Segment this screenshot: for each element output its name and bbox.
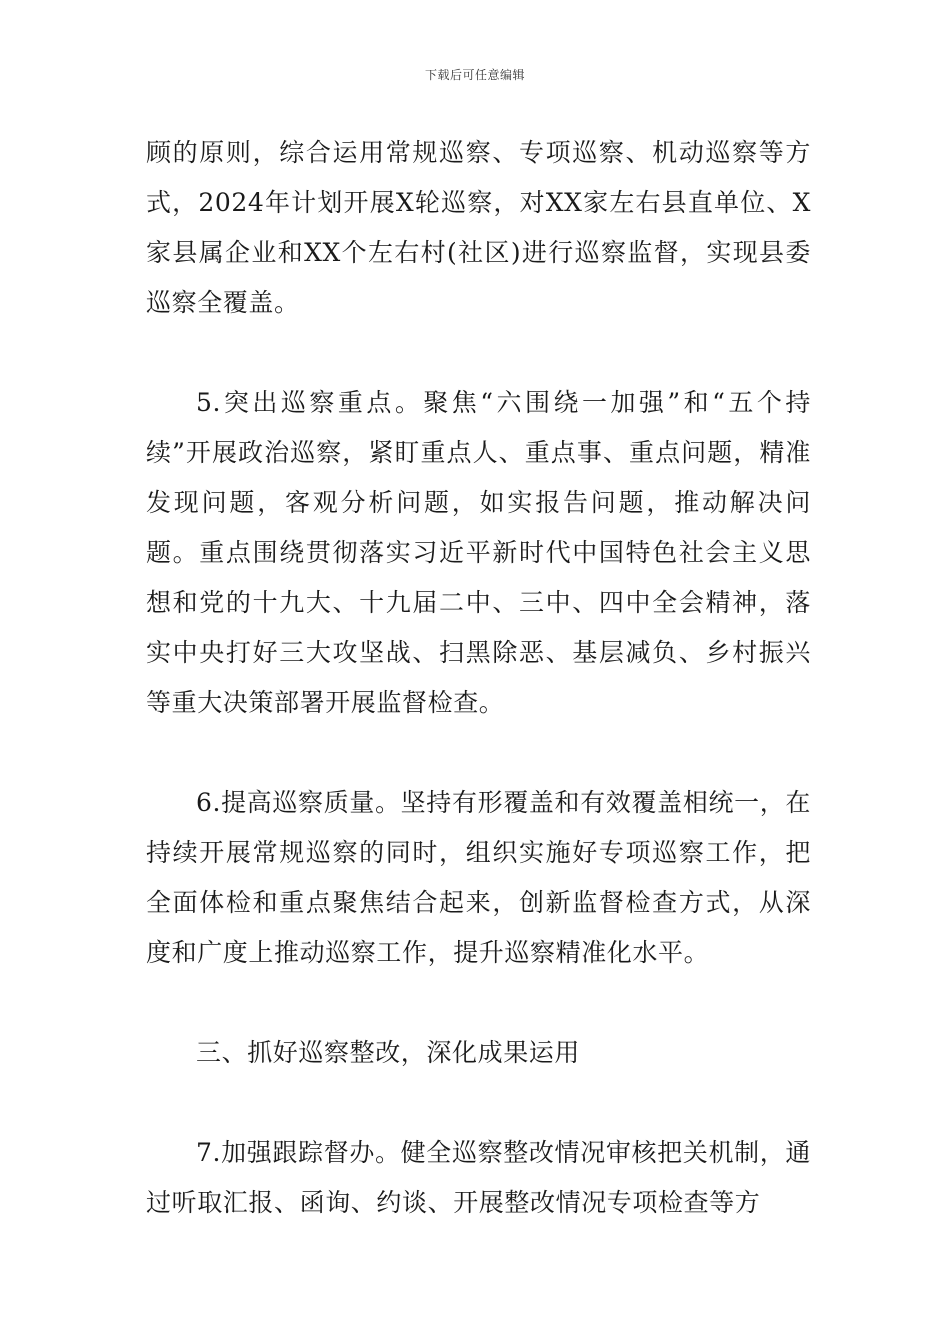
paragraph-gap [146,328,811,378]
paragraph-gap [146,1078,811,1128]
paragraph-item-7: 7.加强跟踪督办。健全巡察整改情况审核把关机制，通过听取汇报、函询、约谈、开展整改情况专项检查等方 [146,1138,811,1217]
document-body [146,128,811,1228]
paragraph-item-6: 6.提高巡察质量。坚持有形覆盖和有效覆盖相统一，在持续开展常规巡察的同时，组织实施好专项巡察工作，把全面体检和重点聚焦结合起来，创新监督检查方式，从深度和广度上推动巡察工作，提升巡察精准化水平。 [146,788,811,967]
header-note: 下载后可任意编辑 [424,68,525,82]
paragraph-gap [146,978,811,1028]
paragraph-gap [146,728,811,778]
section-heading-3: 三、抓好巡察整改，深化成果运用 [196,1038,581,1067]
paragraph-item-5: 5.突出巡察重点。聚焦“六围绕一加强”和“五个持续”开展政治巡察，紧盯重点人、重点事、重点问题，精准发现问题，客观分析问题，如实报告问题，推动解决问题。重点围绕贯彻落实习近平新时代中国特色社会主义思想和党的十九大、十九届二中、三中、四中全会精神，落实中央打好三大攻坚战、扫黑除恶、基层减负、乡村振兴等重大决策部署开展监督检查。 [146,388,811,717]
paragraph-continuation: 顾的原则，综合运用常规巡察、专项巡察、机动巡察等方式，2024年计划开展X轮巡察，对XX家左右县直单位、X家县属企业和XX个左右村(社区)进行巡察监督，实现县委巡察全覆盖。 [146,138,811,317]
